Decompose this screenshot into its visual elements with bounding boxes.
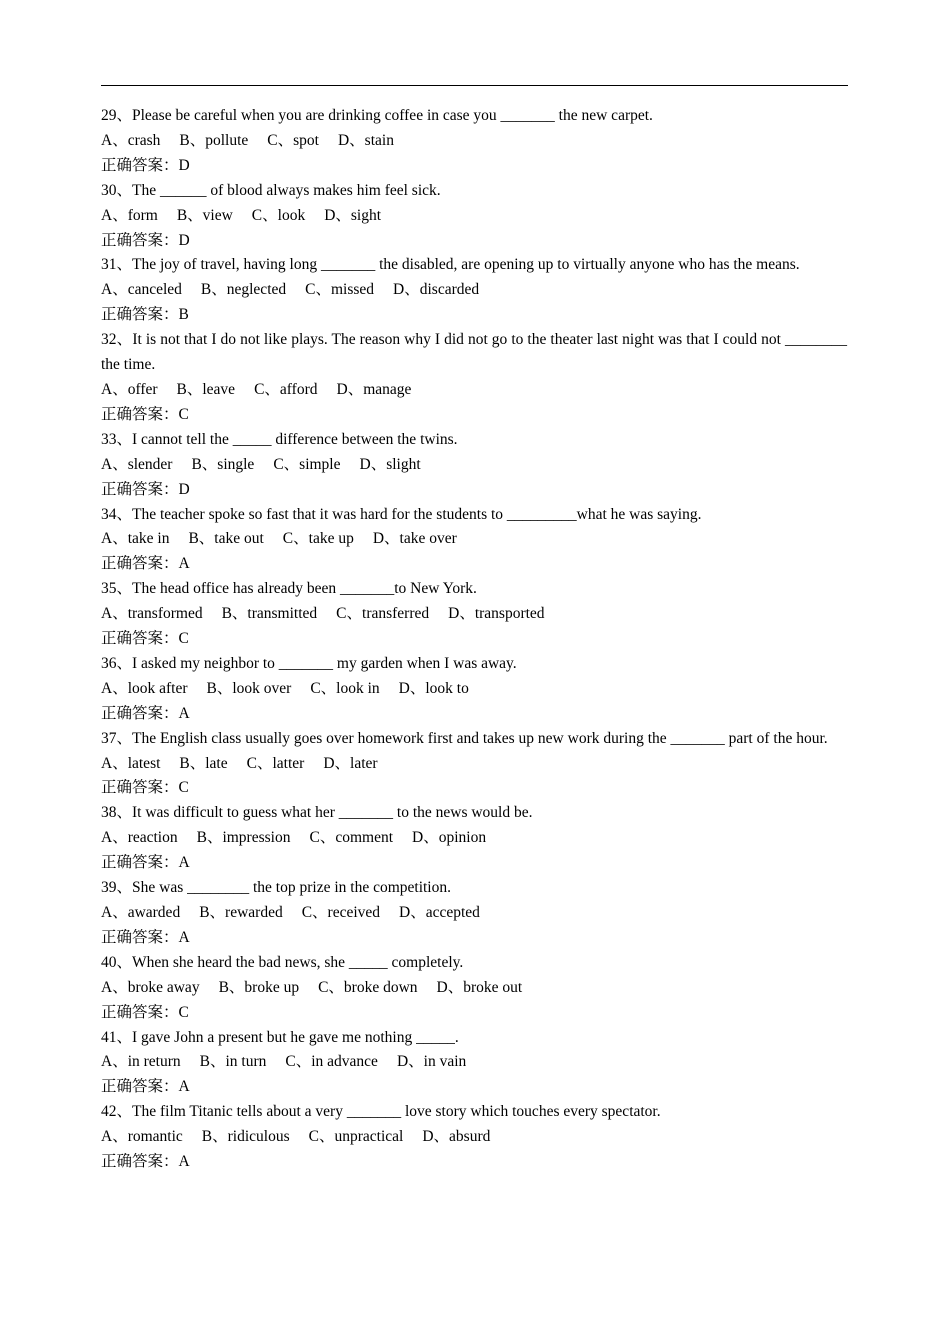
options-row [101, 278, 847, 303]
option-c: C、received [301, 904, 381, 921]
option-b: B、leave [176, 380, 236, 398]
option-c: C、latter [246, 754, 305, 772]
question-block [101, 428, 847, 503]
question-text: 42、The film Titanic tells about a very _______ love story which touches every spectator. [101, 1103, 661, 1121]
option-a: A、awarded [101, 904, 181, 921]
question-text: 31、The joy of travel, having long _______ the disabled, are opening up to virtually anyone who has the means. [101, 256, 800, 274]
option-d: D、absurd [422, 1128, 491, 1146]
option-c: C、broke down [318, 978, 418, 996]
option-d: D、manage [336, 380, 412, 398]
options-row [101, 1050, 847, 1075]
question-text: 36、I asked my neighbor to _______ my garden when I was away. [101, 654, 517, 672]
correct-answer: 正确答案：C [101, 405, 189, 423]
option-d: D、broke out [436, 978, 523, 996]
option-d: D、sight [324, 206, 382, 224]
question-text: 34、The teacher spoke so fast that it was hard for the students to _________what he was saying. [101, 505, 702, 523]
options-row [101, 378, 847, 403]
question-text: 37、The English class usually goes over homework first and takes up new work during the _______ part of the hour. [101, 729, 828, 747]
option-c: C、simple [273, 455, 341, 473]
correct-answer: 正确答案：A [101, 1153, 190, 1171]
question-text: 35、The head office has already been _______to New York. [101, 580, 477, 598]
question-text: 29、Please be careful when you are drinking coffee in case you _______ the new carpet. [101, 107, 653, 124]
option-a: A、broke away [101, 978, 200, 996]
question-block [101, 876, 847, 951]
option-c: C、afford [254, 380, 318, 398]
option-b: B、single [191, 455, 255, 473]
option-d: D、opinion [412, 829, 487, 847]
question-text: 32、It is not that I do not like plays. The reason why I did not go to the theater last night was that I could not ________ the time. [101, 331, 847, 374]
option-b: B、ridiculous [201, 1128, 290, 1146]
option-b: B、pollute [179, 131, 249, 149]
option-a: A、offer [101, 380, 158, 398]
question-block [101, 1100, 847, 1175]
options-row [101, 527, 847, 552]
options-row [101, 901, 847, 926]
option-c: C、look [251, 206, 306, 224]
option-c: C、missed [305, 281, 375, 299]
correct-answer: 正确答案：C [101, 1003, 189, 1021]
correct-answer: 正确答案：A [101, 928, 190, 946]
correct-answer: 正确答案：D [101, 231, 190, 249]
option-d: D、accepted [399, 904, 480, 921]
option-d: D、later [323, 754, 378, 772]
option-a: A、transformed [101, 605, 203, 623]
option-b: B、broke up [218, 978, 300, 996]
options-row [101, 129, 847, 154]
option-c: C、comment [309, 829, 394, 847]
option-a: A、romantic [101, 1128, 183, 1146]
option-c: C、spot [267, 131, 319, 149]
question-block [101, 328, 847, 428]
option-b: B、impression [196, 829, 291, 847]
option-d: D、look to [398, 679, 469, 697]
question-block [101, 652, 847, 727]
option-a: A、in return [101, 1053, 181, 1071]
correct-answer: 正确答案：C [101, 779, 189, 797]
question-block [101, 727, 847, 802]
options-row [101, 826, 847, 851]
option-d: D、transported [448, 605, 545, 623]
question-block [101, 104, 847, 179]
question-text: 38、It was difficult to guess what her _______ to the news would be. [101, 804, 533, 822]
option-b: B、transmitted [221, 605, 318, 623]
option-a: A、latest [101, 754, 161, 772]
option-c: C、transferred [336, 605, 430, 623]
question-text: 33、I cannot tell the _____ difference between the twins. [101, 430, 458, 448]
options-row [101, 677, 847, 702]
correct-answer: 正确答案：D [101, 156, 190, 174]
question-text: 40、When she heard the bad news, she _____ completely. [101, 953, 464, 971]
option-a: A、slender [101, 455, 173, 473]
correct-answer: 正确答案：A [101, 555, 190, 573]
correct-answer: 正确答案：D [101, 480, 190, 498]
option-b: B、look over [206, 679, 292, 697]
correct-answer: 正确答案：A [101, 854, 190, 872]
question-block [101, 951, 847, 1026]
question-block [101, 577, 847, 652]
option-c: C、unpractical [308, 1128, 404, 1146]
correct-answer: 正确答案：A [101, 1078, 190, 1096]
options-row [101, 1125, 847, 1150]
option-a: A、take in [101, 530, 170, 548]
question-text: 30、The ______ of blood always makes him feel sick. [101, 181, 441, 199]
option-d: D、in vain [396, 1053, 467, 1071]
question-block [101, 1026, 847, 1101]
option-a: A、look after [101, 679, 188, 697]
correct-answer: 正确答案：A [101, 704, 190, 722]
options-row [101, 976, 847, 1001]
option-b: B、in turn [199, 1053, 267, 1071]
option-c: C、look in [310, 679, 380, 697]
option-b: B、rewarded [199, 904, 283, 921]
option-b: B、take out [188, 530, 264, 548]
option-c: C、take up [282, 530, 354, 548]
question-text: 39、She was ________ the top prize in the competition. [101, 879, 451, 897]
option-a: A、reaction [101, 829, 178, 847]
question-block [101, 253, 847, 328]
question-block [101, 801, 847, 876]
option-b: B、view [176, 206, 233, 224]
options-row [101, 453, 847, 478]
option-a: A、crash [101, 131, 161, 149]
option-a: A、form [101, 206, 158, 224]
option-a: A、canceled [101, 281, 182, 299]
correct-answer: 正确答案：B [101, 306, 189, 324]
option-d: D、slight [359, 455, 421, 473]
option-d: D、discarded [393, 281, 480, 299]
option-d: D、stain [337, 131, 394, 149]
options-row [101, 602, 847, 627]
option-b: B、neglected [200, 281, 287, 299]
header-rule [101, 85, 848, 86]
question-list [101, 104, 847, 1175]
question-block [101, 179, 847, 254]
question-text: 41、I gave John a present but he gave me nothing _____. [101, 1028, 459, 1046]
options-row [101, 204, 847, 229]
question-block [101, 503, 847, 578]
options-row [101, 752, 847, 777]
option-d: D、take over [372, 530, 457, 548]
correct-answer: 正确答案：C [101, 630, 189, 648]
option-c: C、in advance [285, 1053, 378, 1071]
option-b: B、late [179, 754, 228, 772]
